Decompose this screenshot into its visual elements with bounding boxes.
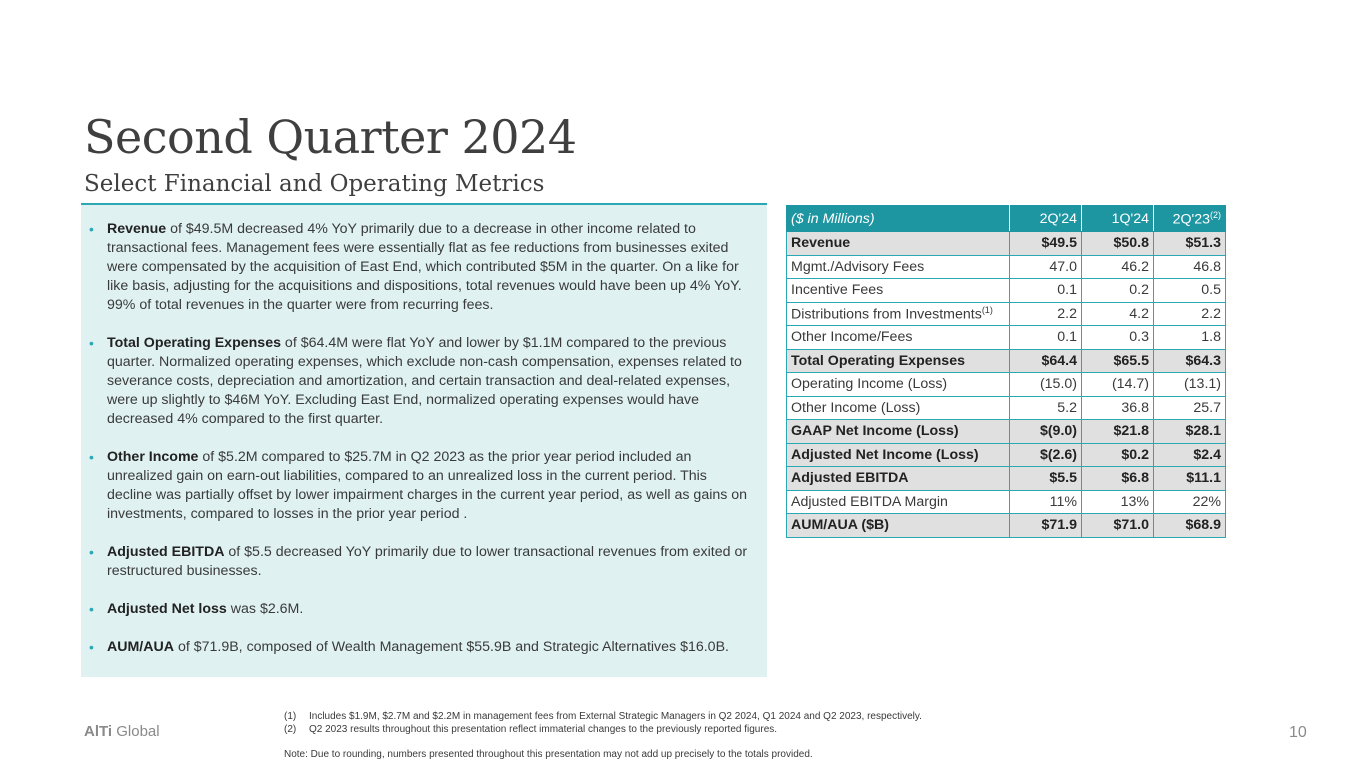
bullet-dot-icon: • — [89, 221, 94, 237]
bullet-adjusted-ebitda — [89, 543, 755, 581]
bullet-heading: Revenue — [107, 221, 167, 237]
bullet-text: of $5.2M compared to $25.7M in Q2 2023 as the prior year period included an unrealized gain on earn-out liabilities, compared to an unrealized loss in the current period. This decline was partially offset by lower impairment charges in the current year period, as well as gains on investments, compared to losses in the prior year period . — [107, 449, 748, 522]
table-row — [787, 467, 1226, 491]
bullet-dot-icon: • — [89, 544, 94, 560]
row-value-v1: $(9.0) — [1010, 420, 1082, 444]
row-value-v3: $11.1 — [1154, 467, 1226, 491]
bullet-text: of $49.5M decreased 4% YoY primarily due to a decrease in other income related to transactional fees. Management fees were essentially flat as fee reductions from businesses exited were compensated by the acquisition of East End, which contributed $5M in the quarter. On a like for like basis, adjusting for the acquisitions and dispositions, total revenues would have been up 4% YoY. 99% of total revenues in the quarter were from recurring fees. — [107, 221, 742, 313]
bullet-aum-aua — [89, 638, 755, 657]
row-value-v1: $49.5 — [1010, 232, 1082, 256]
row-value-v3: $68.9 — [1154, 514, 1226, 538]
row-label-text: Total Operating Expenses — [791, 352, 965, 369]
row-value-v2: 13% — [1082, 490, 1154, 514]
table-row — [787, 279, 1226, 303]
bullet-dot-icon: • — [89, 639, 94, 655]
row-label-text: Distributions from Investments — [791, 306, 982, 323]
row-value-v3: 2.2 — [1154, 302, 1226, 326]
bullet-text: of $5.5 decreased YoY primarily due to lower transactional revenues from exited or restructured businesses. — [107, 544, 748, 579]
row-value-v1: $(2.6) — [1010, 443, 1082, 467]
row-label-text: Operating Income (Loss) — [791, 376, 948, 393]
row-value-v3: $28.1 — [1154, 420, 1226, 444]
table-row — [787, 232, 1226, 256]
row-value-v1: $5.5 — [1010, 467, 1082, 491]
rounding-note: Note: Due to rounding, numbers presented throughout this presentation may not add up precisely to the totals provided. — [284, 749, 813, 760]
row-value-v1: 0.1 — [1010, 279, 1082, 303]
table-header-2q23 — [1154, 206, 1226, 232]
row-value-v2: 36.8 — [1082, 396, 1154, 420]
table-header-2q24: 2Q'24 — [1010, 206, 1082, 232]
footnote-text: Includes $1.9M, $2.7M and $2.2M in management fees from External Strategic Managers in Q2 2024, Q1 2024 and Q2 2023, respectively. — [309, 711, 922, 722]
row-label — [787, 420, 1010, 444]
row-value-v2: 0.2 — [1082, 279, 1154, 303]
row-label — [787, 326, 1010, 350]
row-label — [787, 396, 1010, 420]
table-row — [787, 255, 1226, 279]
row-value-v1: $64.4 — [1010, 349, 1082, 373]
table-header-units: ($ in Millions) — [787, 206, 1010, 232]
commentary-list — [81, 205, 767, 657]
row-label-text: AUM/AUA ($B) — [791, 517, 889, 534]
row-label-text: Other Income (Loss) — [791, 399, 921, 416]
table-row — [787, 373, 1226, 397]
logo-text: Global — [112, 723, 160, 740]
table-row — [787, 490, 1226, 514]
bullet-text: was $2.6M. — [226, 601, 304, 617]
table-body — [787, 232, 1226, 538]
row-label — [787, 514, 1010, 538]
row-value-v2: 0.3 — [1082, 326, 1154, 350]
row-label — [787, 279, 1010, 303]
row-label-text: Other Income/Fees — [791, 329, 913, 346]
page-number: 10 — [1289, 724, 1307, 741]
row-value-v3: 22% — [1154, 490, 1226, 514]
row-value-v3: 46.8 — [1154, 255, 1226, 279]
row-value-v1: $71.9 — [1010, 514, 1082, 538]
row-value-v3: $51.3 — [1154, 232, 1226, 256]
footnote-number: (2) — [284, 724, 297, 735]
row-value-v1: 11% — [1010, 490, 1082, 514]
bullet-heading: Other Income — [107, 449, 199, 465]
bullet-heading: AUM/AUA — [107, 639, 174, 655]
bullet-opex — [89, 334, 755, 429]
row-value-v2: $65.5 — [1082, 349, 1154, 373]
row-label-text: Revenue — [791, 235, 851, 252]
bullet-text: of $64.4M were flat YoY and lower by $1.1M compared to the previous quarter. Normalized operating expenses, which exclude non-cash compensation, expenses related to severance costs, depreciation and amortization, and certain transaction and deal-related expenses, were up slightly to $46M YoY. Excluding East End, normalized operating expenses would have decreased 4% compared to the first quarter. — [107, 335, 742, 427]
page-subtitle: Select Financial and Operating Metrics — [84, 171, 545, 197]
table-header-1q24: 1Q'24 — [1082, 206, 1154, 232]
footnote-text: Q2 2023 results throughout this presentation reflect immaterial changes to the previously reported figures. — [309, 724, 778, 735]
row-value-v2: (14.7) — [1082, 373, 1154, 397]
bullet-dot-icon: • — [89, 449, 94, 465]
bullet-text: of $71.9B, composed of Wealth Management $55.9B and Strategic Alternatives $16.0B. — [174, 639, 729, 655]
row-label — [787, 443, 1010, 467]
row-value-v2: 4.2 — [1082, 302, 1154, 326]
row-label — [787, 255, 1010, 279]
bullet-revenue — [89, 220, 755, 315]
row-label-text: GAAP Net Income (Loss) — [791, 423, 959, 440]
table-row — [787, 302, 1226, 326]
table-row — [787, 443, 1226, 467]
row-value-v2: 46.2 — [1082, 255, 1154, 279]
row-label-text: Adjusted EBITDA Margin — [791, 493, 948, 510]
table-row — [787, 349, 1226, 373]
row-value-v2: $50.8 — [1082, 232, 1154, 256]
row-label — [787, 232, 1010, 256]
table-row — [787, 396, 1226, 420]
logo-bold-text: AlTi — [84, 723, 113, 740]
row-value-v2: $6.8 — [1082, 467, 1154, 491]
row-label — [787, 373, 1010, 397]
company-logo — [84, 723, 160, 740]
footnote-2 — [284, 723, 922, 736]
row-value-v3: (13.1) — [1154, 373, 1226, 397]
table-row — [787, 420, 1226, 444]
row-value-v3: 0.5 — [1154, 279, 1226, 303]
header-text: 2Q'23 — [1172, 211, 1210, 228]
row-value-v1: 5.2 — [1010, 396, 1082, 420]
bullet-adjusted-net-loss — [89, 600, 755, 619]
row-value-v2: $0.2 — [1082, 443, 1154, 467]
table-row — [787, 514, 1226, 538]
row-value-v1: (15.0) — [1010, 373, 1082, 397]
row-value-v3: $64.3 — [1154, 349, 1226, 373]
row-value-v2: $71.0 — [1082, 514, 1154, 538]
row-value-v1: 0.1 — [1010, 326, 1082, 350]
row-label-text: Adjusted Net Income (Loss) — [791, 446, 979, 463]
bullet-heading: Adjusted EBITDA — [107, 544, 225, 560]
row-label — [787, 302, 1010, 326]
bullet-heading: Adjusted Net loss — [107, 601, 227, 617]
table-row — [787, 326, 1226, 350]
row-label — [787, 467, 1010, 491]
row-value-v3: 25.7 — [1154, 396, 1226, 420]
footnote-number: (1) — [284, 711, 297, 722]
row-label — [787, 490, 1010, 514]
footnotes — [284, 710, 922, 761]
row-value-v2: $21.8 — [1082, 420, 1154, 444]
row-value-v3: 1.8 — [1154, 326, 1226, 350]
financial-metrics-table — [786, 205, 1226, 538]
footnote-marker: (2) — [1210, 209, 1221, 220]
page-title: Second Quarter 2024 — [84, 110, 577, 164]
bullet-dot-icon: • — [89, 601, 94, 617]
footnote-1 — [284, 710, 922, 723]
bullet-heading: Total Operating Expenses — [107, 335, 281, 351]
row-value-v1: 47.0 — [1010, 255, 1082, 279]
table-header-row — [787, 206, 1226, 232]
row-label-text: Mgmt./Advisory Fees — [791, 258, 925, 275]
bullet-dot-icon: • — [89, 335, 94, 351]
row-value-v1: 2.2 — [1010, 302, 1082, 326]
row-value-v3: $2.4 — [1154, 443, 1226, 467]
commentary-panel — [81, 203, 767, 677]
row-label — [787, 349, 1010, 373]
row-label-text: Incentive Fees — [791, 282, 884, 299]
bullet-other-income — [89, 448, 755, 524]
footnote-marker: (1) — [981, 304, 993, 315]
row-label-text: Adjusted EBITDA — [791, 470, 909, 487]
